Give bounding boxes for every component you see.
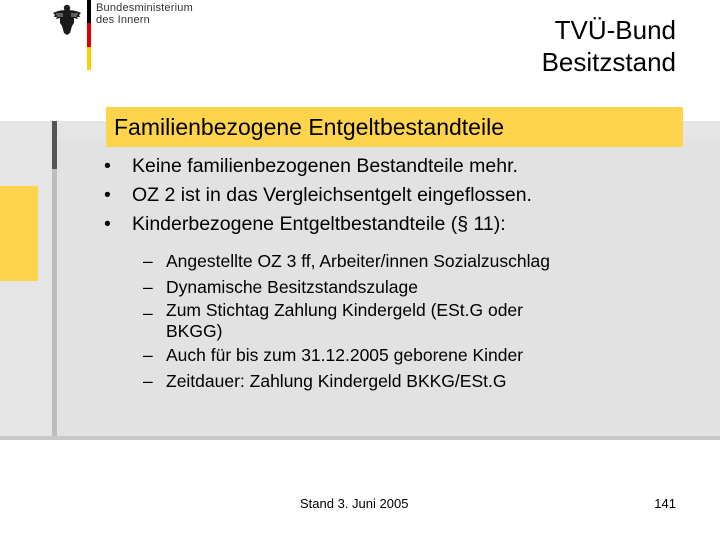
sub-bullet-item — [143, 274, 683, 300]
bullet-item — [104, 181, 532, 210]
sub-bullet-item — [143, 342, 683, 368]
dash-marker: – — [143, 303, 153, 323]
dash-marker: – — [143, 371, 153, 391]
dash-marker: – — [143, 277, 153, 297]
content-band-bottom-edge — [0, 436, 720, 440]
accent-line-dark — [52, 121, 57, 169]
bullet-marker: • — [104, 213, 111, 235]
sub-bullet-text: Zeitdauer: Zahlung Kindergeld BKKG/ESt.G — [166, 371, 507, 391]
slide-title — [542, 14, 676, 78]
sub-bullet-list — [143, 248, 683, 394]
bullet-marker: • — [104, 184, 111, 206]
footer-date: Stand 3. Juni 2005 — [300, 496, 409, 511]
flag-red — [87, 23, 91, 47]
sub-bullet-item — [143, 248, 683, 274]
sub-bullet-text-continued: BKGG) — [166, 321, 223, 341]
page-number: 141 — [654, 496, 676, 511]
dash-marker: – — [143, 251, 153, 271]
sub-bullet-text: Auch für bis zum 31.12.2005 geborene Kinder — [166, 345, 524, 365]
federal-eagle-icon — [52, 2, 82, 36]
dash-marker: – — [143, 345, 153, 365]
sub-bullet-item — [143, 300, 683, 342]
slide-title-line1: TVÜ-Bund — [554, 15, 676, 45]
ministry-name — [96, 2, 193, 26]
ministry-name-line1: Bundesministerium — [96, 2, 193, 14]
flag-gold — [87, 47, 91, 70]
bullet-text: Kinderbezogene Entgeltbestandteile (§ 11): — [132, 213, 506, 235]
flag-black — [87, 0, 91, 23]
bullet-item — [104, 210, 532, 239]
bullet-text: OZ 2 ist in das Vergleichsentgelt eingeflossen. — [132, 184, 532, 206]
bullet-marker: • — [104, 155, 111, 177]
accent-line-light — [52, 169, 57, 436]
ministry-name-line2: des Innern — [96, 14, 150, 26]
slide-title-line2: Besitzstand — [541, 47, 676, 77]
sub-bullet-text: Zum Stichtag Zahlung Kindergeld (ESt.G oder — [166, 300, 523, 320]
bullet-list — [104, 152, 532, 239]
flag-bar — [87, 0, 91, 70]
sub-bullet-text: Dynamische Besitzstandszulage — [166, 277, 418, 297]
bullet-item — [104, 152, 532, 181]
section-heading: Familienbezogene Entgeltbestandteile — [114, 114, 504, 140]
sub-bullet-item — [143, 368, 683, 394]
bullet-text: Keine familienbezogenen Bestandteile mehr. — [132, 155, 518, 177]
sub-bullet-text: Angestellte OZ 3 ff, Arbeiter/innen Sozialzuschlag — [166, 251, 550, 271]
accent-yellow-block — [0, 186, 38, 281]
